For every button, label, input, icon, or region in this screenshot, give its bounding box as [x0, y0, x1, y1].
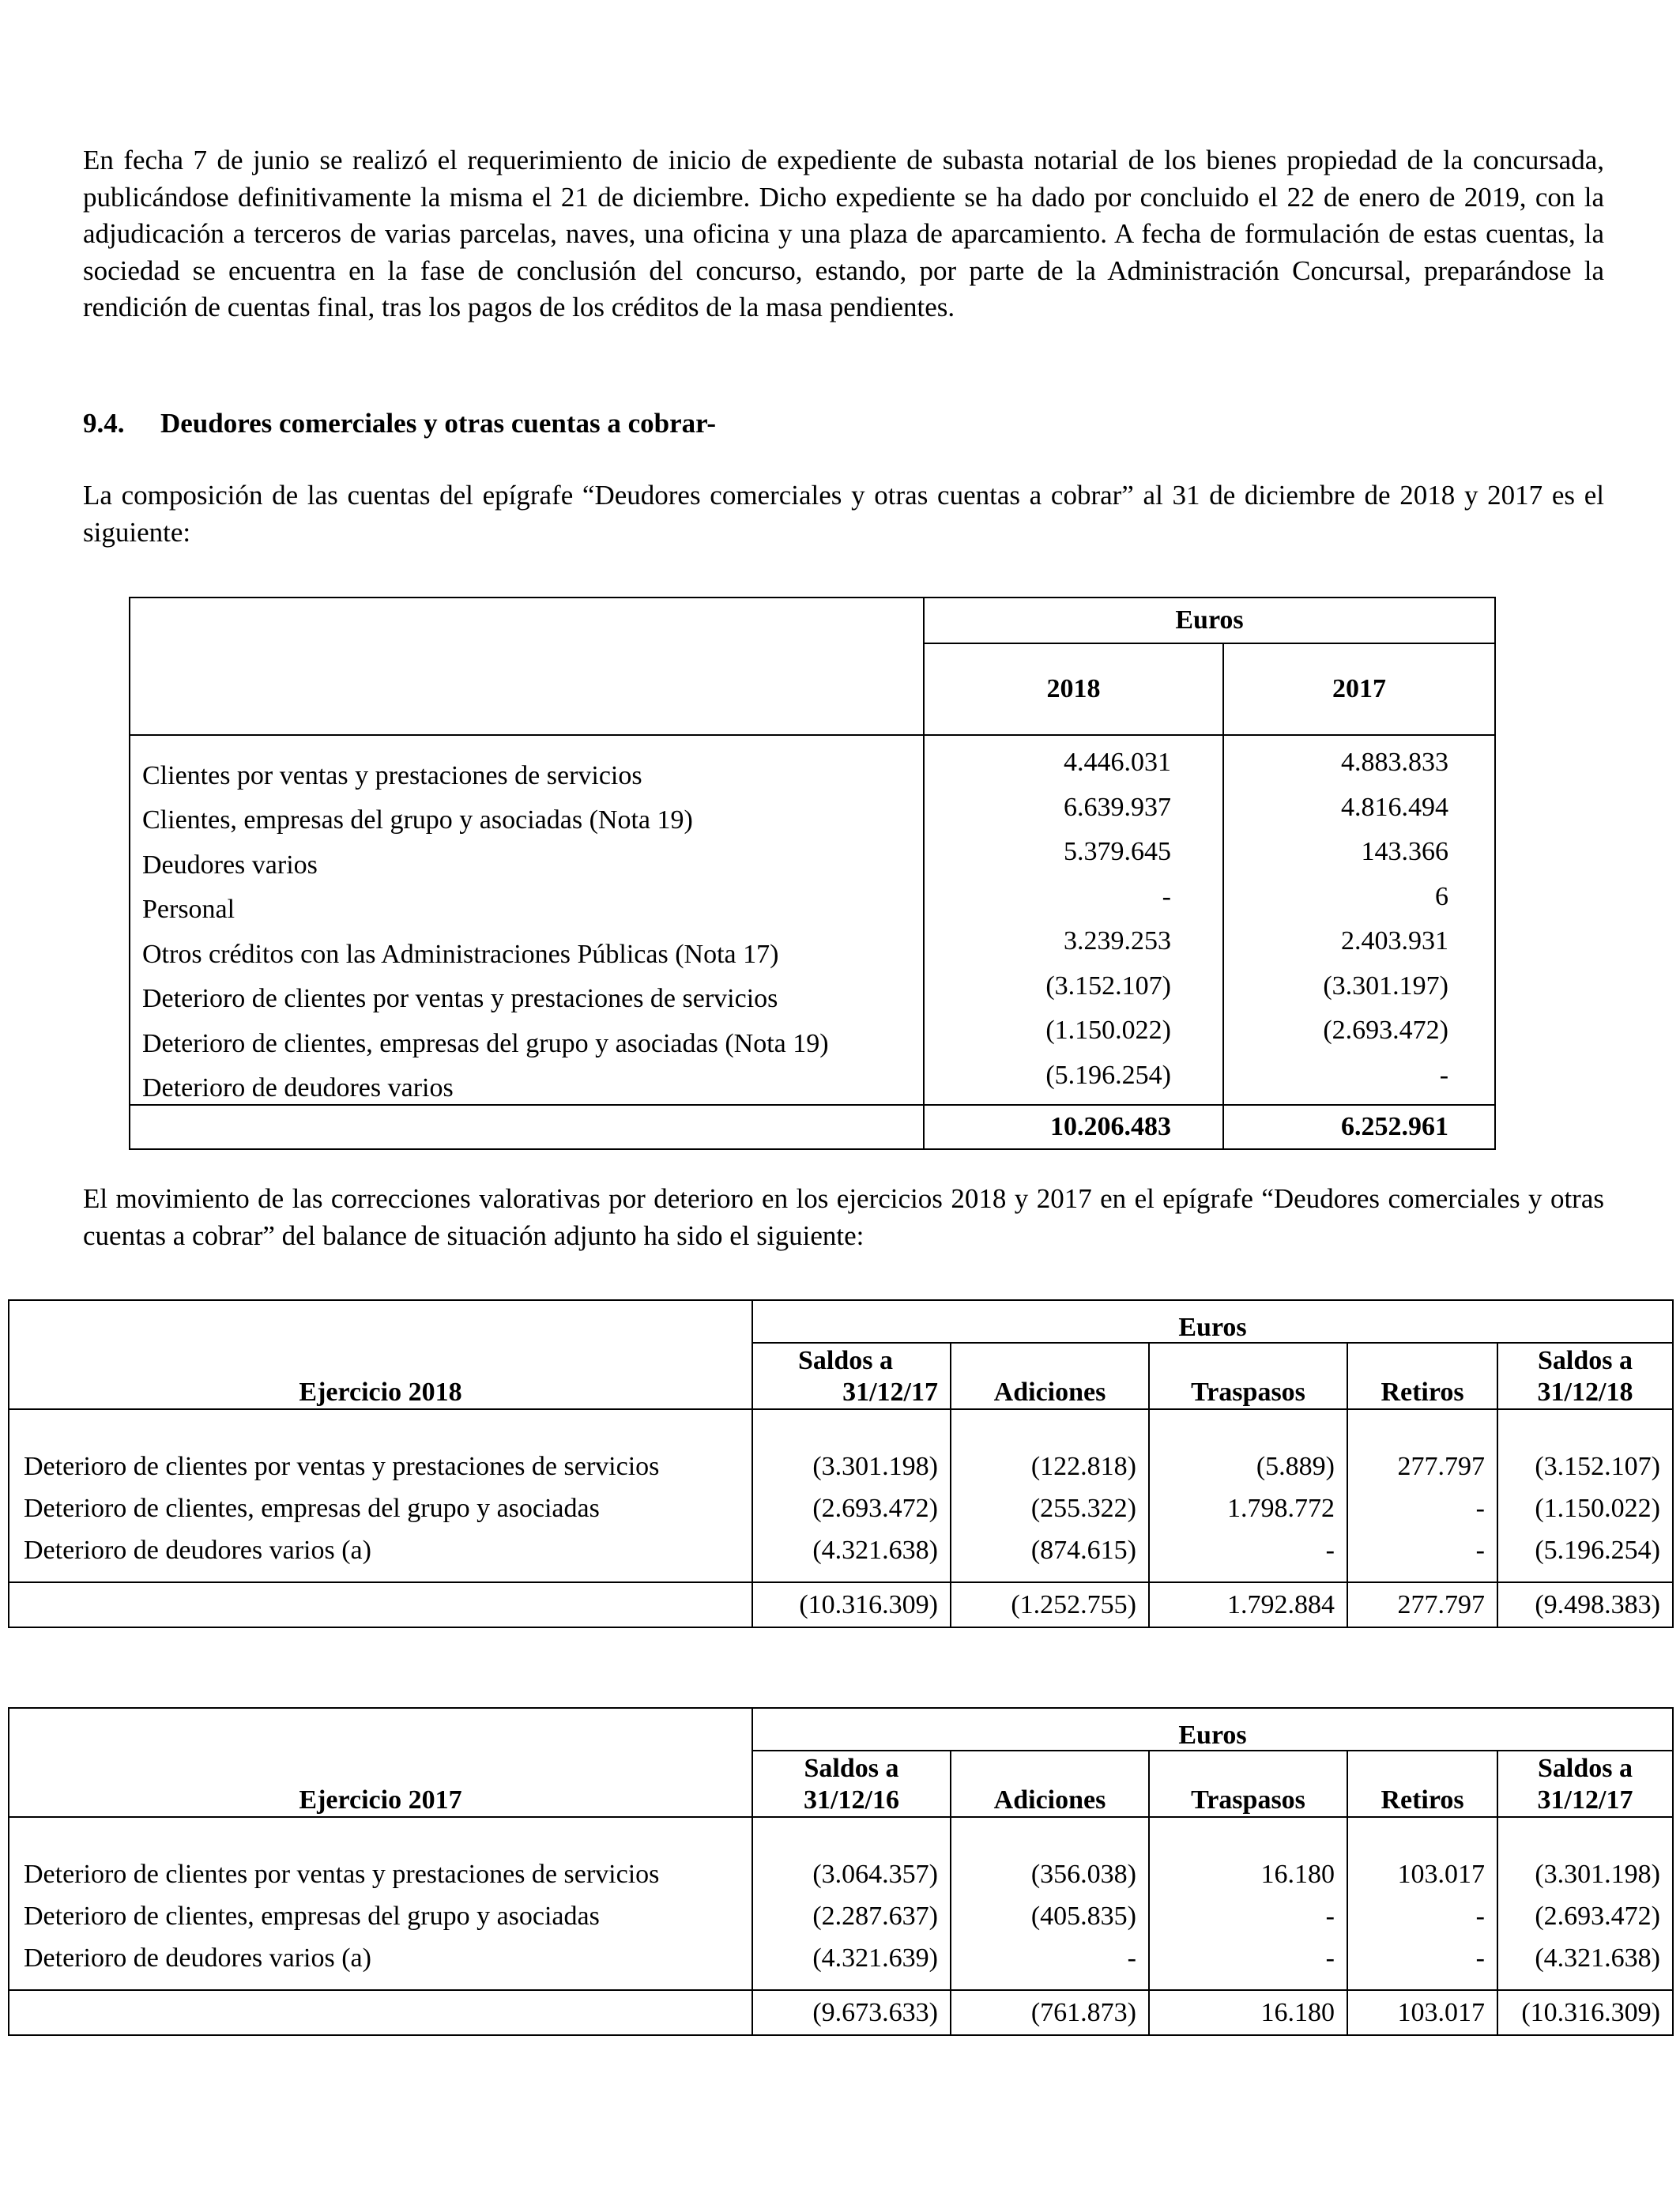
closing-value: (5.196.254): [1497, 1535, 1673, 1582]
table-header-row: [9, 1300, 1673, 1343]
section-title: Deudores comerciales y otras cuentas a cobrar-: [160, 408, 717, 439]
total-label-cell: [9, 1582, 752, 1627]
header-blank-cell: [9, 1708, 752, 1751]
transfers-value: -: [1149, 1901, 1347, 1943]
table-row: [130, 836, 1495, 881]
value-2017: 143.366: [1223, 836, 1495, 881]
value-2018: 5.379.645: [924, 836, 1223, 881]
col-withdrawals: Retiros: [1347, 1751, 1497, 1817]
col-closing-balance: [1497, 1751, 1673, 1817]
section-heading: [83, 405, 716, 442]
opening-value: (4.321.639): [752, 1943, 951, 1990]
column-header-row: [9, 1343, 1673, 1409]
total-transfers: 1.792.884: [1149, 1582, 1347, 1627]
total-additions: (761.873): [951, 1990, 1149, 2035]
currency-header: Euros: [752, 1708, 1673, 1751]
value-2018: (1.150.022): [924, 1015, 1223, 1060]
col-opening-line1: Saldos a: [798, 1346, 893, 1375]
col-closing-line1: Saldos a: [1538, 1346, 1633, 1375]
exercise-title: Ejercicio 2018: [9, 1343, 752, 1409]
col-closing-line1: Saldos a: [1538, 1754, 1633, 1783]
transfers-value: 16.180: [1149, 1859, 1347, 1901]
currency-header: Euros: [924, 598, 1495, 643]
table-header-row: [130, 598, 1495, 643]
row-label: Otros créditos con las Administraciones Públicas (Nota 17): [130, 925, 924, 971]
opening-value: (2.693.472): [752, 1493, 951, 1535]
row-label: Deterioro de clientes por ventas y prestaciones de servicios: [130, 971, 924, 1016]
total-label-cell: [130, 1105, 924, 1149]
col-opening-balance: [752, 1343, 951, 1409]
spacer-row: [9, 1817, 1673, 1859]
closing-value: (1.150.022): [1497, 1493, 1673, 1535]
total-row: [130, 1105, 1495, 1149]
row-label: Deterioro de deudores varios (a): [9, 1943, 752, 1990]
col-opening-line2: 31/12/17: [842, 1378, 938, 1407]
table-row: [9, 1451, 1673, 1493]
additions-value: -: [951, 1943, 1149, 1990]
row-label: Deterioro de clientes por ventas y prestaciones de servicios: [9, 1859, 752, 1901]
withdrawals-value: 277.797: [1347, 1451, 1497, 1493]
table-row: [9, 1535, 1673, 1582]
table-header-row: [9, 1708, 1673, 1751]
total-label-cell: [9, 1990, 752, 2035]
currency-header: Euros: [752, 1300, 1673, 1343]
row-label: Deterioro de clientes, empresas del grupo y asociadas: [9, 1493, 752, 1535]
total-transfers: 16.180: [1149, 1990, 1347, 2035]
closing-value: (3.301.198): [1497, 1859, 1673, 1901]
col-additions: Adiciones: [951, 1751, 1149, 1817]
total-closing: (10.316.309): [1497, 1990, 1673, 2035]
transfers-value: -: [1149, 1535, 1347, 1582]
table-row: [130, 1015, 1495, 1060]
value-2017: (2.693.472): [1223, 1015, 1495, 1060]
table-row: [9, 1943, 1673, 1990]
additions-value: (874.615): [951, 1535, 1149, 1582]
table-row: [130, 792, 1495, 837]
row-label: Deudores varios: [130, 836, 924, 881]
value-2018: 3.239.253: [924, 925, 1223, 971]
total-opening: (9.673.633): [752, 1990, 951, 2035]
row-label: Deterioro de deudores varios: [130, 1060, 924, 1106]
closing-value: (2.693.472): [1497, 1901, 1673, 1943]
total-row: [9, 1990, 1673, 2035]
additions-value: (122.818): [951, 1451, 1149, 1493]
total-withdrawals: 103.017: [1347, 1990, 1497, 2035]
col-transfers: Traspasos: [1149, 1343, 1347, 1409]
value-2017: 4.816.494: [1223, 792, 1495, 837]
table-row: [130, 881, 1495, 926]
total-2018: 10.206.483: [924, 1105, 1223, 1149]
composition-paragraph: La composición de las cuentas del epígrafe “Deudores comerciales y otras cuentas a cobrar” al 31 de diciembre de 2018 y 2017 es el siguiente:: [83, 480, 1604, 548]
col-closing-balance: [1497, 1343, 1673, 1409]
total-closing: (9.498.383): [1497, 1582, 1673, 1627]
value-2017: -: [1223, 1060, 1495, 1106]
withdrawals-value: -: [1347, 1901, 1497, 1943]
col-opening-line2: 31/12/16: [804, 1785, 899, 1815]
section-number: 9.4.: [83, 408, 125, 439]
movement-paragraph: El movimiento de las correcciones valorativas por deterioro en los ejercicios 2018 y 2017 en el epígrafe “Deudores comerciales y otras cuentas a cobrar” del balance de situación adjunto ha sido el siguiente:: [83, 1183, 1604, 1251]
additions-value: (255.322): [951, 1493, 1149, 1535]
spacer-row: [9, 1409, 1673, 1451]
withdrawals-value: -: [1347, 1535, 1497, 1582]
col-additions: Adiciones: [951, 1343, 1149, 1409]
col-closing-line2: 31/12/17: [1537, 1785, 1633, 1815]
row-label: Deterioro de clientes por ventas y prestaciones de servicios: [9, 1451, 752, 1493]
table-row: [130, 735, 1495, 792]
row-label: Clientes por ventas y prestaciones de servicios: [130, 735, 924, 792]
intro-paragraph: En fecha 7 de junio se realizó el requerimiento de inicio de expediente de subasta notarial de los bienes propiedad de la concursada, publicándose definitivamente la misma el 21 de diciembre. Dicho expediente se ha dado por concluido el 22 de enero de 2019, con la adjudicación a terceros de varias parcelas, naves, una oficina y una plaza de aparcamiento. A fecha de formulación de estas cuentas, la sociedad se encuentra en la fase de conclusión del concurso, estando, por parte de la Administración Concursal, preparándose la rendición de cuentas final, tras los pagos de los créditos de la masa pendientes.: [83, 145, 1604, 322]
total-opening: (10.316.309): [752, 1582, 951, 1627]
row-label: Deterioro de deudores varios (a): [9, 1535, 752, 1582]
header-blank-cell: [130, 598, 924, 735]
total-row: [9, 1582, 1673, 1627]
opening-value: (3.064.357): [752, 1859, 951, 1901]
col-closing-line2: 31/12/18: [1537, 1378, 1633, 1407]
movement-table-2018: [8, 1299, 1674, 1628]
composition-table: [129, 597, 1496, 1150]
total-2017: 6.252.961: [1223, 1105, 1495, 1149]
table-row: [9, 1901, 1673, 1943]
value-2017: 2.403.931: [1223, 925, 1495, 971]
value-2018: -: [924, 881, 1223, 926]
movement-table-2017: [8, 1707, 1674, 2036]
withdrawals-value: -: [1347, 1493, 1497, 1535]
value-2017: (3.301.197): [1223, 971, 1495, 1016]
withdrawals-value: -: [1347, 1943, 1497, 1990]
table-row: [9, 1493, 1673, 1535]
table-row: [130, 1060, 1495, 1106]
year-header-2017: 2017: [1223, 643, 1495, 735]
additions-value: (405.835): [951, 1901, 1149, 1943]
transfers-value: (5.889): [1149, 1451, 1347, 1493]
value-2018: 4.446.031: [924, 735, 1223, 792]
table-row: [130, 971, 1495, 1016]
additions-value: (356.038): [951, 1859, 1149, 1901]
row-label: Clientes, empresas del grupo y asociadas (Nota 19): [130, 792, 924, 837]
total-withdrawals: 277.797: [1347, 1582, 1497, 1627]
value-2018: 6.639.937: [924, 792, 1223, 837]
closing-value: (4.321.638): [1497, 1943, 1673, 1990]
col-withdrawals: Retiros: [1347, 1343, 1497, 1409]
total-additions: (1.252.755): [951, 1582, 1149, 1627]
exercise-title: Ejercicio 2017: [9, 1751, 752, 1817]
value-2018: (3.152.107): [924, 971, 1223, 1016]
withdrawals-value: 103.017: [1347, 1859, 1497, 1901]
row-label: Deterioro de clientes, empresas del grupo y asociadas (Nota 19): [130, 1015, 924, 1060]
table-row: [130, 925, 1495, 971]
col-opening-balance: [752, 1751, 951, 1817]
closing-value: (3.152.107): [1497, 1451, 1673, 1493]
opening-value: (3.301.198): [752, 1451, 951, 1493]
value-2018: (5.196.254): [924, 1060, 1223, 1106]
col-transfers: Traspasos: [1149, 1751, 1347, 1817]
opening-value: (2.287.637): [752, 1901, 951, 1943]
year-header-2018: 2018: [924, 643, 1223, 735]
transfers-value: 1.798.772: [1149, 1493, 1347, 1535]
table-row: [9, 1859, 1673, 1901]
row-label: Personal: [130, 881, 924, 926]
row-label: Deterioro de clientes, empresas del grupo y asociadas: [9, 1901, 752, 1943]
transfers-value: -: [1149, 1943, 1347, 1990]
column-header-row: [9, 1751, 1673, 1817]
header-blank-cell: [9, 1300, 752, 1343]
value-2017: 6: [1223, 881, 1495, 926]
opening-value: (4.321.638): [752, 1535, 951, 1582]
value-2017: 4.883.833: [1223, 735, 1495, 792]
col-opening-line1: Saldos a: [804, 1754, 899, 1783]
